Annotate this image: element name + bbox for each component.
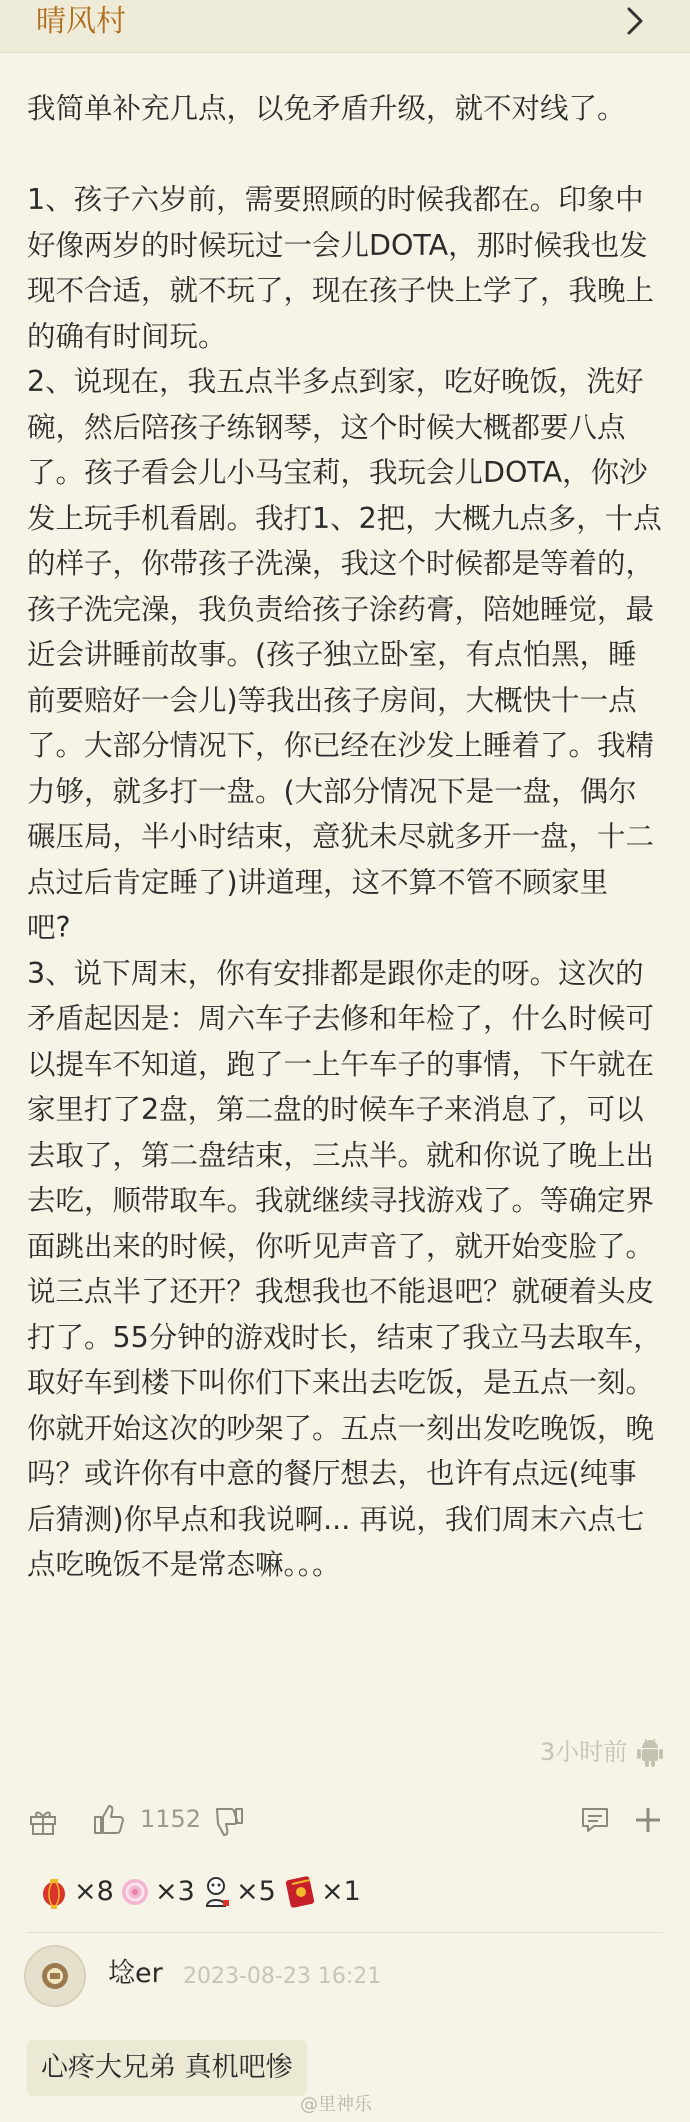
chevron-right-icon[interactable] <box>620 6 650 36</box>
post-line: 碾压局，半小时结束，意犹未尽就多开一盘，十二 <box>27 820 655 853</box>
post-blank-line <box>27 132 667 178</box>
forum-title[interactable]: 晴风村 <box>36 4 126 39</box>
post-line: 矛盾起因是：周六车子去修和年检了，什么时候可 <box>27 1002 655 1035</box>
post-line: 力够，就多打一盘。(大部分情况下是一盘，偶尔 <box>27 774 637 808</box>
gift-count: ×3 <box>155 1876 195 1907</box>
reply-text[interactable]: 心疼大兄弟 真机吧惨 <box>27 2040 307 2096</box>
post-line: 孩子洗完澡，我负责给孩子涂药膏，陪她睡觉，最 <box>27 592 655 626</box>
post-line: 你就开始这次的吵架了。五点一刻出发吃晚饭，晚 <box>27 1411 655 1445</box>
post-line: 3、说下周末，你有安排都是跟你走的呀。这次的 <box>27 956 644 990</box>
post-line: 2、说现在，我五点半多点到家，吃好晚饭，洗好 <box>27 365 644 398</box>
plus-icon[interactable] <box>634 1806 662 1834</box>
post-line: 现不合适，就不玩了，现在孩子快上学了，我晚上 <box>27 274 655 307</box>
gift-figure-icon <box>198 1874 234 1910</box>
post-line: 以提车不知道，跑了一上午车子的事情，下午就在 <box>27 1047 655 1081</box>
post-line: 后猜测)你早点和我说啊... 再说，我们周末六点七 <box>27 1502 645 1536</box>
action-bar <box>0 1790 690 1850</box>
post-body <box>27 86 667 1588</box>
gift-count: ×5 <box>236 1876 276 1907</box>
android-icon <box>637 1737 663 1767</box>
gift-count: ×8 <box>74 1876 114 1907</box>
gift-pink-lollipop-icon <box>117 1874 153 1910</box>
post-line: 吗？或许你有中意的餐厅想去，也许有点远(纯事 <box>27 1457 637 1490</box>
post-line: 1、孩子六岁前，需要照顾的时候我都在。印象中 <box>27 183 644 216</box>
reply-username[interactable]: 埝er <box>108 1958 163 1989</box>
gift-lantern-icon <box>36 1874 72 1910</box>
post-line: 近会讲睡前故事。(孩子独立卧室，有点怕黑，睡 <box>27 638 637 671</box>
post-line: 了。大部分情况下，你已经在沙发上睡着了。我精 <box>27 729 655 762</box>
post-line: 的样子，你带孩子洗澡，我这个时候都是等着的， <box>27 547 655 580</box>
top-bar <box>0 0 690 53</box>
post-line: 点吃晚饭不是常态嘛。。。 <box>27 1548 341 1581</box>
comment-icon[interactable] <box>580 1806 610 1834</box>
post-time: 3小时前 <box>540 1738 628 1766</box>
post-line: 的确有时间玩。 <box>27 319 227 353</box>
gift-row <box>0 1870 690 1914</box>
watermark: @里神乐 <box>300 2094 372 2115</box>
post-line: 吧? <box>27 911 71 944</box>
post-line: 家里打了2盘，第二盘的时候车子来消息了，可以 <box>27 1093 644 1126</box>
post-line: 碗，然后陪孩子练钢琴，这个时候大概都要八点 <box>27 410 626 444</box>
post-line: 取好车到楼下叫你们下来出去吃饭，是五点一刻。 <box>27 1366 655 1399</box>
post-line: 了。孩子看会儿小马宝莉，我玩会儿DOTA，你沙 <box>27 456 648 489</box>
avatar-emblem-icon <box>40 1961 70 1991</box>
post-line: 发上玩手机看剧。我打1、2把，大概九点多，十点 <box>27 501 662 535</box>
thumbs-up-icon[interactable] <box>92 1802 126 1836</box>
divider <box>27 1932 663 1933</box>
post-line: 我简单补充几点，以免矛盾升级，就不对线了。 <box>27 92 626 125</box>
gift-count: ×1 <box>321 1876 361 1907</box>
post-line: 去吃，顺带取车。我就继续寻找游戏了。等确定界 <box>27 1184 655 1217</box>
post-line: 面跳出来的时候，你听见声音了，就开始变脸了。 <box>27 1229 655 1263</box>
post-line: 打了。55分钟的游戏时长，结束了我立马去取车， <box>27 1320 662 1354</box>
post-line: 好像两岁的时候玩过一会儿DOTA，那时候我也发 <box>27 228 648 262</box>
gift-red-envelope-icon <box>283 1874 319 1910</box>
post-line: 前要赔好一会儿)等我出孩子房间，大概快十一点 <box>27 683 637 717</box>
thumbs-down-icon[interactable] <box>214 1806 246 1838</box>
post-line: 去取了，第二盘结束，三点半。就和你说了晚上出 <box>27 1138 655 1172</box>
like-count: 1152 <box>140 1805 202 1833</box>
post-line: 点过后肯定睡了)讲道理，这不算不管不顾家里 <box>27 865 609 899</box>
avatar[interactable] <box>24 1945 86 2007</box>
gift-icon[interactable] <box>28 1806 58 1836</box>
reply-date: 2023-08-23 16:21 <box>183 1964 382 1989</box>
post-line: 说三点半了还开？我想我也不能退吧？就硬着头皮 <box>27 1275 655 1308</box>
